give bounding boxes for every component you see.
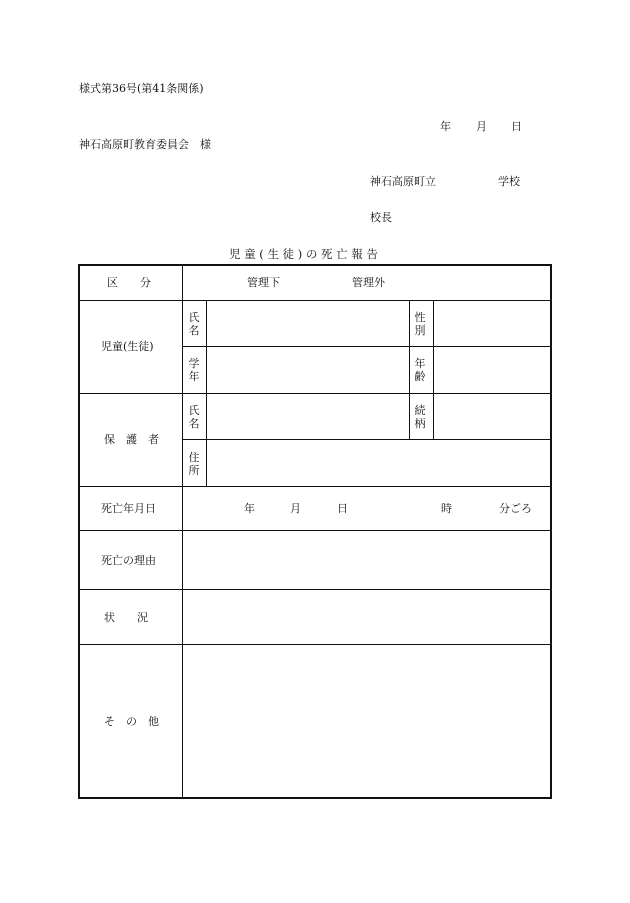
student-grade-field[interactable] xyxy=(207,347,409,393)
death-reason-label: 死亡の理由 xyxy=(101,554,156,567)
death-minute-label: 分ごろ xyxy=(499,502,532,515)
student-name-label: 氏 名 xyxy=(188,311,200,337)
guardian-address-label: 住 所 xyxy=(188,451,200,477)
death-month-label: 月 xyxy=(290,502,301,515)
guardian-relation-field[interactable] xyxy=(434,394,550,439)
principal-label: 校長 xyxy=(370,211,392,224)
outside-supervision-option[interactable]: 管理外 xyxy=(352,276,385,289)
student-name-field[interactable] xyxy=(207,301,409,346)
date-month-label: 月 xyxy=(476,120,487,133)
form-title: 児 童 ( 生 徒 ) の 死 亡 報 告 xyxy=(229,247,379,261)
death-reason-field[interactable] xyxy=(183,531,550,589)
guardian-label: 保 護 者 xyxy=(104,433,159,446)
guardian-relation-label: 続 柄 xyxy=(414,404,426,430)
guardian-name-field[interactable] xyxy=(207,394,409,439)
death-date-label: 死亡年月日 xyxy=(101,502,156,515)
student-sex-field[interactable] xyxy=(434,301,550,346)
classification-label: 区 分 xyxy=(107,276,151,289)
guardian-address-field[interactable] xyxy=(207,440,550,486)
situation-label: 状 況 xyxy=(104,611,148,624)
under-supervision-option[interactable]: 管理下 xyxy=(247,276,280,289)
other-field[interactable] xyxy=(183,645,550,797)
date-day-label: 日 xyxy=(511,120,522,133)
student-age-label: 年 齢 xyxy=(414,357,426,383)
student-sex-label: 性 別 xyxy=(414,311,426,337)
student-grade-label: 学 年 xyxy=(188,357,200,383)
death-day-label: 日 xyxy=(337,502,348,515)
guardian-name-label: 氏 名 xyxy=(188,404,200,430)
school-prefix: 神石高原町立 xyxy=(370,175,436,188)
other-label: そ の 他 xyxy=(104,715,159,728)
student-age-field[interactable] xyxy=(434,347,550,393)
addressee: 神石高原町教育委員会 様 xyxy=(79,138,211,151)
death-hour-label: 時 xyxy=(441,502,452,515)
school-suffix: 学校 xyxy=(498,175,520,188)
form-number: 様式第36号(第41条関係) xyxy=(79,82,204,95)
date-year-label: 年 xyxy=(440,120,451,133)
death-year-label: 年 xyxy=(244,502,255,515)
student-label: 児童(生徒) xyxy=(101,340,154,353)
situation-field[interactable] xyxy=(183,590,550,644)
